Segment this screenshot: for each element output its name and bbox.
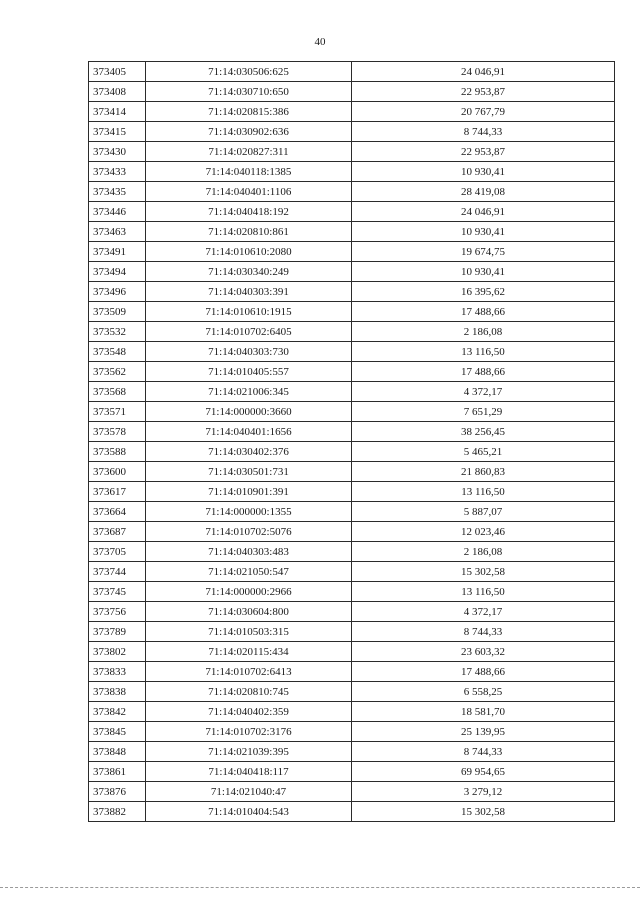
value-cell: 2 186,08 [352,322,615,342]
table-row [89,742,615,762]
row-id-cell: 373845 [89,722,146,742]
cadastral-number-cell: 71:14:030604:800 [146,602,352,622]
value-cell: 24 046,91 [352,62,615,82]
cadastral-number-cell: 71:14:010503:315 [146,622,352,642]
value-cell: 69 954,65 [352,762,615,782]
table-row [89,82,615,102]
cadastral-number-cell: 71:14:030710:650 [146,82,352,102]
row-id-cell: 373578 [89,422,146,442]
table-row [89,62,615,82]
value-cell: 2 186,08 [352,542,615,562]
table-row [89,422,615,442]
cadastral-number-cell: 71:14:000000:3660 [146,402,352,422]
bottom-divider [0,887,640,888]
row-id-cell: 373838 [89,682,146,702]
value-cell: 10 930,41 [352,222,615,242]
cadastral-number-cell: 71:14:010702:6413 [146,662,352,682]
value-cell: 19 674,75 [352,242,615,262]
table-row [89,382,615,402]
cadastral-number-cell: 71:14:020827:311 [146,142,352,162]
value-cell: 17 488,66 [352,302,615,322]
cadastral-number-cell: 71:14:010702:6405 [146,322,352,342]
value-cell: 23 603,32 [352,642,615,662]
table-row [89,542,615,562]
value-cell: 3 279,12 [352,782,615,802]
row-id-cell: 373414 [89,102,146,122]
row-id-cell: 373687 [89,522,146,542]
table-row [89,582,615,602]
row-id-cell: 373509 [89,302,146,322]
cadastral-number-cell: 71:14:010901:391 [146,482,352,502]
value-cell: 7 651,29 [352,402,615,422]
cadastral-number-cell: 71:14:010702:5076 [146,522,352,542]
value-cell: 22 953,87 [352,82,615,102]
cadastral-number-cell: 71:14:030506:625 [146,62,352,82]
table-body [89,62,615,822]
table-row [89,602,615,622]
cadastral-number-cell: 71:14:010610:1915 [146,302,352,322]
table-row [89,262,615,282]
cadastral-number-cell: 71:14:040418:117 [146,762,352,782]
value-cell: 16 395,62 [352,282,615,302]
value-cell: 21 860,83 [352,462,615,482]
table-row [89,762,615,782]
value-cell: 15 302,58 [352,802,615,822]
cadastral-number-cell: 71:14:000000:2966 [146,582,352,602]
table-row [89,242,615,262]
value-cell: 6 558,25 [352,682,615,702]
table-row [89,462,615,482]
value-cell: 25 139,95 [352,722,615,742]
cadastral-number-cell: 71:14:020115:434 [146,642,352,662]
cadastral-number-cell: 71:14:020810:745 [146,682,352,702]
table-row [89,342,615,362]
cadastral-number-cell: 71:14:021050:547 [146,562,352,582]
value-cell: 22 953,87 [352,142,615,162]
value-cell: 28 419,08 [352,182,615,202]
cadastral-number-cell: 71:14:021040:47 [146,782,352,802]
value-cell: 5 887,07 [352,502,615,522]
table-row [89,322,615,342]
value-cell: 12 023,46 [352,522,615,542]
value-cell: 4 372,17 [352,602,615,622]
cadastral-number-cell: 71:14:010702:3176 [146,722,352,742]
table-row [89,122,615,142]
cadastral-number-cell: 71:14:030501:731 [146,462,352,482]
row-id-cell: 373876 [89,782,146,802]
value-cell: 4 372,17 [352,382,615,402]
cadastral-number-cell: 71:14:020810:861 [146,222,352,242]
row-id-cell: 373491 [89,242,146,262]
row-id-cell: 373882 [89,802,146,822]
value-cell: 17 488,66 [352,362,615,382]
cadastral-number-cell: 71:14:040418:192 [146,202,352,222]
table-row [89,222,615,242]
page-number: 40 [314,36,326,48]
data-table [88,61,615,822]
cadastral-number-cell: 71:14:021039:395 [146,742,352,762]
value-cell: 13 116,50 [352,482,615,502]
row-id-cell: 373617 [89,482,146,502]
row-id-cell: 373408 [89,82,146,102]
row-id-cell: 373405 [89,62,146,82]
cadastral-number-cell: 71:14:040303:483 [146,542,352,562]
cadastral-number-cell: 71:14:040303:730 [146,342,352,362]
value-cell: 8 744,33 [352,622,615,642]
value-cell: 15 302,58 [352,562,615,582]
table-row [89,522,615,542]
cadastral-number-cell: 71:14:010404:543 [146,802,352,822]
row-id-cell: 373562 [89,362,146,382]
cadastral-number-cell: 71:14:030902:636 [146,122,352,142]
cadastral-number-cell: 71:14:040303:391 [146,282,352,302]
row-id-cell: 373430 [89,142,146,162]
cadastral-number-cell: 71:14:040401:1106 [146,182,352,202]
table-row [89,682,615,702]
table-row [89,662,615,682]
table-row [89,562,615,582]
table-row [89,362,615,382]
value-cell: 24 046,91 [352,202,615,222]
value-cell: 18 581,70 [352,702,615,722]
value-cell: 13 116,50 [352,582,615,602]
cadastral-number-cell: 71:14:020815:386 [146,102,352,122]
table-row [89,102,615,122]
row-id-cell: 373571 [89,402,146,422]
table-row [89,482,615,502]
row-id-cell: 373744 [89,562,146,582]
table-row [89,142,615,162]
row-id-cell: 373496 [89,282,146,302]
table-row [89,622,615,642]
value-cell: 5 465,21 [352,442,615,462]
table-row [89,442,615,462]
cadastral-number-cell: 71:14:030340:249 [146,262,352,282]
row-id-cell: 373848 [89,742,146,762]
cadastral-number-cell: 71:14:021006:345 [146,382,352,402]
value-cell: 8 744,33 [352,122,615,142]
row-id-cell: 373548 [89,342,146,362]
table-row [89,402,615,422]
cadastral-number-cell: 71:14:010405:557 [146,362,352,382]
row-id-cell: 373568 [89,382,146,402]
table-row [89,722,615,742]
value-cell: 20 767,79 [352,102,615,122]
value-cell: 13 116,50 [352,342,615,362]
table-row [89,282,615,302]
row-id-cell: 373463 [89,222,146,242]
cadastral-number-cell: 71:14:030402:376 [146,442,352,462]
table-row [89,802,615,822]
row-id-cell: 373435 [89,182,146,202]
row-id-cell: 373842 [89,702,146,722]
value-cell: 17 488,66 [352,662,615,682]
cadastral-number-cell: 71:14:010610:2080 [146,242,352,262]
row-id-cell: 373756 [89,602,146,622]
row-id-cell: 373415 [89,122,146,142]
value-cell: 10 930,41 [352,262,615,282]
row-id-cell: 373532 [89,322,146,342]
row-id-cell: 373433 [89,162,146,182]
cadastral-number-cell: 71:14:000000:1355 [146,502,352,522]
row-id-cell: 373789 [89,622,146,642]
cadastral-number-cell: 71:14:040402:359 [146,702,352,722]
row-id-cell: 373705 [89,542,146,562]
row-id-cell: 373802 [89,642,146,662]
row-id-cell: 373833 [89,662,146,682]
row-id-cell: 373600 [89,462,146,482]
value-cell: 38 256,45 [352,422,615,442]
cadastral-number-cell: 71:14:040401:1656 [146,422,352,442]
row-id-cell: 373494 [89,262,146,282]
table-row [89,642,615,662]
row-id-cell: 373664 [89,502,146,522]
cadastral-number-cell: 71:14:040118:1385 [146,162,352,182]
value-cell: 10 930,41 [352,162,615,182]
table-row [89,302,615,322]
table-row [89,162,615,182]
table-row [89,502,615,522]
table-row [89,782,615,802]
row-id-cell: 373588 [89,442,146,462]
row-id-cell: 373861 [89,762,146,782]
row-id-cell: 373446 [89,202,146,222]
row-id-cell: 373745 [89,582,146,602]
table-row [89,182,615,202]
table-row [89,202,615,222]
table-row [89,702,615,722]
value-cell: 8 744,33 [352,742,615,762]
